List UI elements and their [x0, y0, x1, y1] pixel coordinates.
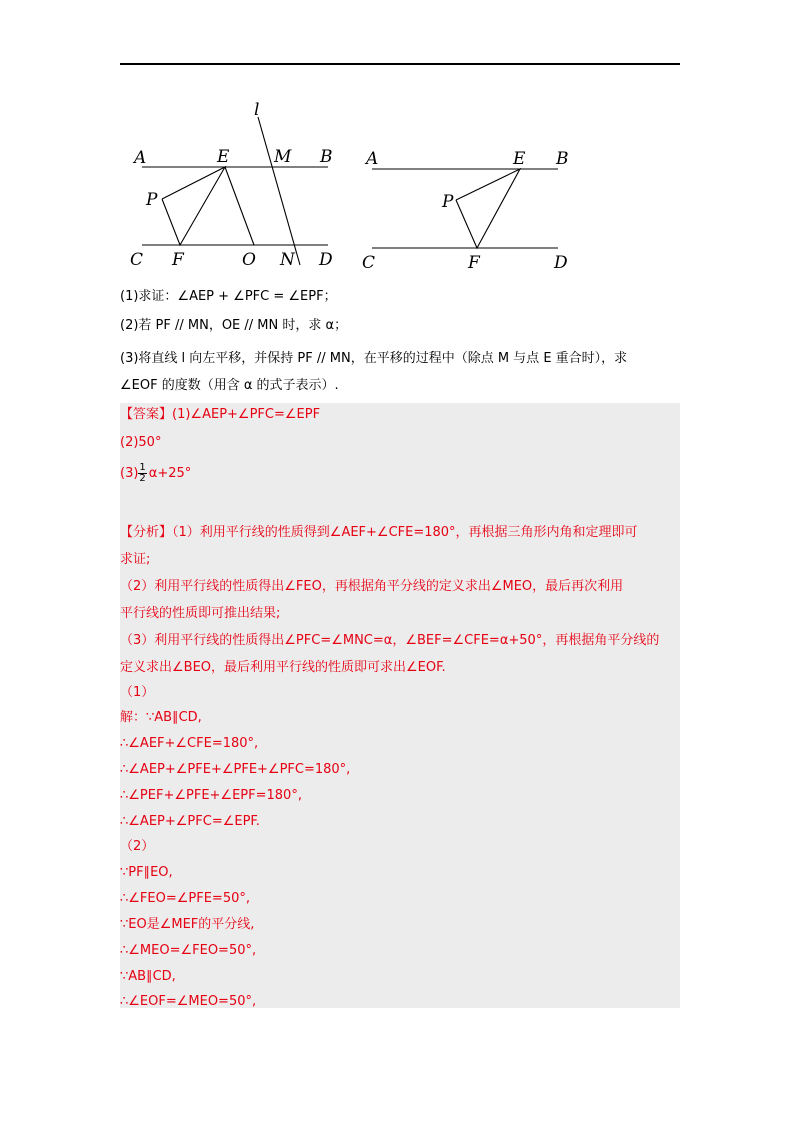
triangle-pef-right	[456, 169, 520, 248]
label-m: M	[274, 147, 292, 167]
right-figure	[372, 169, 558, 248]
answer-line-3	[120, 463, 191, 484]
label-d-left: D	[319, 250, 333, 270]
analysis-p1b: 求证;	[120, 552, 151, 567]
solution-line: ∴∠FEO=∠PFE=50°,	[120, 891, 250, 906]
label-p-left: P	[146, 190, 158, 210]
label-f-right: F	[468, 253, 480, 273]
answer-1: (1)∠AEP+∠PFC=∠EPF	[172, 407, 321, 422]
solution-line: ∴∠AEP+∠PFE+∠PFE+∠PFC=180°,	[120, 762, 351, 777]
solution-line: ∴∠AEP+∠PFC=∠EPF.	[120, 814, 260, 829]
label-c-left: C	[130, 250, 144, 270]
label-e-right: E	[513, 149, 526, 169]
question-part-3: (3)将直线 l 向左平移，并保持 PF // MN，在平移的过程中（除点 M 与点 E 重合时），求	[120, 351, 628, 366]
fraction-one-half	[138, 463, 146, 484]
figure-svg	[120, 95, 590, 275]
answer-3-suffix: α+25°	[148, 466, 192, 481]
solution-line: ∴∠PEF+∠PFE+∠EPF=180°,	[120, 788, 302, 803]
label-e-left: E	[217, 147, 230, 167]
label-f-left: F	[172, 250, 184, 270]
label-p-right: P	[442, 192, 454, 212]
label-n: N	[280, 250, 295, 270]
fraction-denominator: 2	[139, 473, 146, 484]
answer-3-prefix: (3)	[120, 466, 139, 481]
question-part-3-cont: ∠EOF 的度数（用含 α 的式子表示）.	[120, 378, 339, 393]
answer-tag: 【答案】	[120, 407, 173, 422]
line-l	[258, 117, 300, 265]
question-part-1: (1)求证：∠AEP + ∠PFC = ∠EPF；	[120, 289, 337, 304]
label-o: O	[242, 250, 256, 270]
analysis-p3a: （3）利用平行线的性质得出∠PFC=∠MNC=α，∠BEF=∠CFE=α+50°，再根据角平分线的	[120, 633, 660, 648]
fraction-numerator: 1	[139, 462, 146, 473]
question-part-2: (2)若 PF // MN，OE // MN 时，求 α；	[120, 318, 348, 333]
solution-line: ∵AB∥CD,	[120, 969, 176, 984]
label-l: l	[254, 100, 260, 120]
label-c-right: C	[362, 253, 376, 273]
label-a-left: A	[134, 148, 147, 168]
left-figure	[142, 117, 328, 265]
analysis-p2b: 平行线的性质即可推出结果;	[120, 606, 281, 621]
solution-line: （1）	[120, 685, 155, 700]
segment-eo	[225, 167, 254, 245]
solution-line: ∴∠AEF+∠CFE=180°,	[120, 736, 259, 751]
label-d-right: D	[554, 253, 568, 273]
triangle-pef-left	[162, 167, 225, 245]
right-figure-labels	[362, 149, 569, 273]
solution-line: （2）	[120, 839, 155, 854]
header-rule	[120, 63, 680, 65]
label-b-left: B	[320, 147, 333, 167]
label-a-right: A	[366, 149, 379, 169]
answer-2: (2)50°	[120, 435, 162, 450]
solution-line: 解：∵AB∥CD,	[120, 710, 202, 725]
solution-line: ∴∠MEO=∠FEO=50°,	[120, 943, 257, 958]
analysis-p2a: （2）利用平行线的性质得出∠FEO，再根据角平分线的定义求出∠MEO，最后再次利用	[120, 579, 624, 594]
analysis-tag: 【分析】	[120, 525, 173, 540]
solution-line: ∵PF∥EO,	[120, 865, 173, 880]
solution-line: ∴∠EOF=∠MEO=50°,	[120, 994, 257, 1009]
answer-line-1	[120, 406, 320, 424]
solution-line: ∵EO是∠MEF的平分线,	[120, 917, 255, 932]
analysis-line-1	[120, 524, 638, 542]
geometry-figures	[120, 95, 590, 275]
label-b-right: B	[556, 149, 569, 169]
analysis-p3b: 定义求出∠BEO，最后利用平行线的性质即可求出∠EOF.	[120, 660, 446, 675]
analysis-p1a: （1）利用平行线的性质得到∠AEF+∠CFE=180°，再根据三角形内角和定理即可	[172, 525, 638, 540]
